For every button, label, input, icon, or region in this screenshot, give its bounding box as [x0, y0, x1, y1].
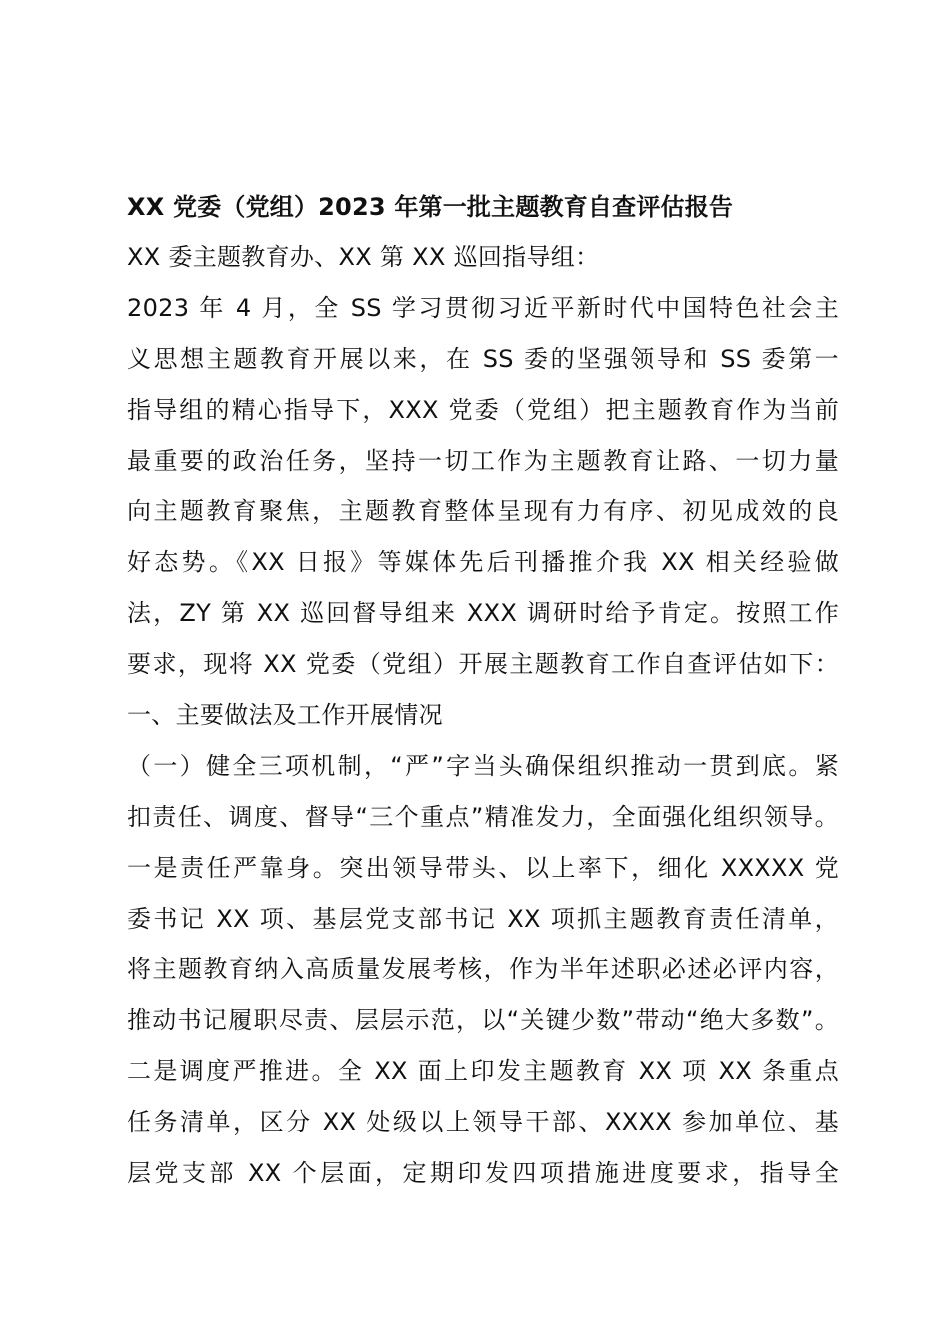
- paragraph-line: 委书记 XX 项、基层党支部书记 XX 项抓主题教育责任清单，: [127, 904, 839, 933]
- paragraph-intro: [127, 283, 839, 690]
- salutation: XX 委主题教育办、XX 第 XX 巡回指导组：: [127, 243, 600, 271]
- paragraph-mechanisms: [127, 741, 839, 1199]
- document-body: [127, 182, 839, 1199]
- paragraph-line: 要求，现将 XX 党委（党组）开展主题教育工作自查评估如下：: [127, 650, 839, 679]
- paragraph-line: 将主题教育纳入高质量发展考核，作为半年述职必述必评内容，: [127, 955, 839, 984]
- paragraph-line: 推动书记履职尽责、层层示范，以“关键少数”带动“绝大多数”。: [127, 1006, 839, 1035]
- paragraph-line: 义思想主题教育开展以来，在 SS 委的坚强领导和 SS 委第一: [127, 344, 839, 373]
- paragraph-line: 任务清单，区分 XX 处级以上领导干部、XXXX 参加单位、基: [127, 1108, 839, 1137]
- paragraph-line: 法，ZY 第 XX 巡回督导组来 XXX 调研时给予肯定。按照工作: [127, 599, 839, 628]
- paragraph-line: 二是调度严推进。全 XX 面上印发主题教育 XX 项 XX 条重点: [127, 1057, 839, 1086]
- paragraph-line: 扣责任、调度、督导“三个重点”精准发力，全面强化组织领导。: [127, 802, 839, 831]
- paragraph-line: 指导组的精心指导下，XXX 党委（党组）把主题教育作为当前: [127, 395, 839, 424]
- paragraph-line: 向主题教育聚焦，主题教育整体呈现有力有序、初见成效的良: [127, 497, 839, 526]
- paragraph-line: 层党支部 XX 个层面，定期印发四项措施进度要求，指导全: [127, 1159, 839, 1188]
- paragraph-line: 2023 年 4 月，全 SS 学习贯彻习近平新时代中国特色社会主: [127, 293, 839, 322]
- paragraph-line: 好态势。《XX 日报》等媒体先后刊播推介我 XX 相关经验做: [127, 548, 839, 577]
- document-title: XX 党委（党组）2023 年第一批主题教育自查评估报告: [127, 193, 734, 221]
- paragraph-line: （一）健全三项机制，“严”字当头确保组织推动一贯到底。紧: [127, 751, 839, 780]
- paragraph-line: 最重要的政治任务，坚持一切工作为主题教育让路、一切力量: [127, 446, 839, 475]
- section-heading: 一、主要做法及工作开展情况: [127, 701, 443, 730]
- paragraph-line: 一是责任严靠身。突出领导带头、以上率下，细化 XXXXX 党: [127, 853, 839, 882]
